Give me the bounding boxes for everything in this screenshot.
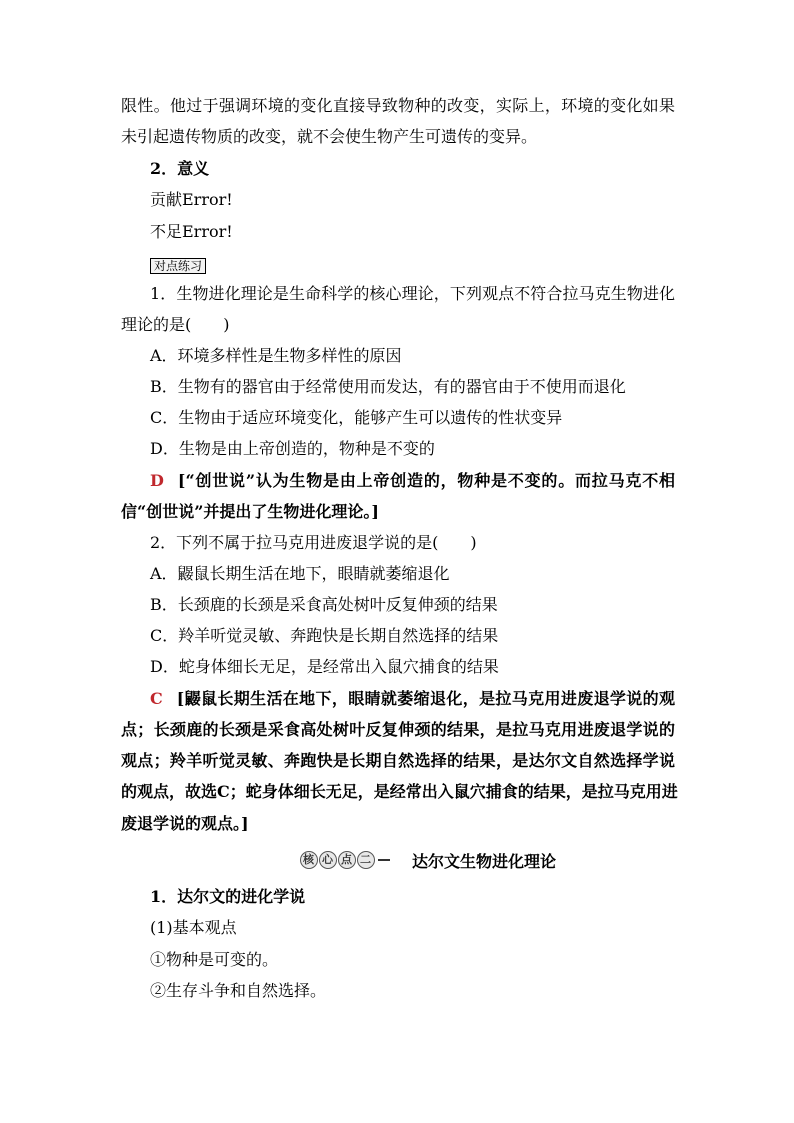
question-1-explanation: [“创世说”认为生物是由上帝创造的，物种是不变的。而拉马克不相 [177, 471, 675, 490]
core-badge-char: 心 [319, 851, 337, 869]
question-1-option-d: D．生物是由上帝创造的，物种是不变的 [150, 439, 435, 458]
question-2-option-c: C．羚羊听觉灵敏、奔跑快是长期自然选择的结果 [150, 626, 499, 645]
question-1-answer: D [150, 471, 164, 490]
question-2-answer: C [150, 689, 163, 708]
question-1-stem: 1．生物进化理论是生命科学的核心理论，下列观点不符合拉马克生物进化 [150, 284, 675, 303]
question-1-explanation-cont: 信“创世说”并提出了生物进化理论。] [121, 502, 379, 521]
core-badge-char: 核 [300, 851, 318, 869]
question-2-answer-line [150, 689, 675, 709]
section-heading-significance: 2．意义 [150, 159, 210, 178]
question-2-explanation: [鼹鼠长期生活在地下，眼睛就萎缩退化，是拉马克用进废退学说的观 [176, 689, 675, 708]
question-1-option-b: B．生物有的器官由于经常使用而发达，有的器官由于不使用而退化 [150, 377, 626, 396]
darwin-heading: 1．达尔文的进化学说 [150, 887, 306, 906]
core-badge-char: 二 [357, 851, 375, 869]
paragraph-line: 未引起遗传物质的改变，就不会使生物产生可遗传的变异。 [121, 127, 538, 146]
question-1-answer-line [150, 471, 675, 491]
question-1-stem-cont: 理论的是( ) [121, 315, 230, 334]
question-1-option-c: C．生物由于适应环境变化，能够产生可以遗传的性状变异 [150, 408, 563, 427]
practice-tag: 对点练习 [150, 258, 206, 274]
core-point-badge [300, 851, 390, 869]
question-2-explanation-cont: 的观点，故选C；蛇身体细长无足，是经常出入鼠穴捕食的结果，是拉马克用进 [121, 782, 678, 801]
question-2-stem: 2．下列不属于拉马克用进废退学说的是( ) [150, 533, 477, 552]
question-2-explanation-cont: 废退学说的观点。] [121, 814, 249, 833]
question-2-explanation-cont: 点；长颈鹿的长颈是采食高处树叶反复伸颈的结果，是拉马克用进废退学说的 [121, 720, 675, 739]
core-badge-char: 点 [338, 851, 356, 869]
paragraph-line: 限性。他过于强调环境的变化直接导致物种的改变，实际上，环境的变化如果 [121, 96, 675, 115]
question-2-option-a: A．鼹鼠长期生活在地下，眼睛就萎缩退化 [150, 564, 450, 583]
darwin-point-2: ②生存斗争和自然选择。 [150, 981, 327, 1000]
question-2-explanation-cont: 观点；羚羊听觉灵敏、奔跑快是长期自然选择的结果，是达尔文自然选择学说 [121, 751, 675, 770]
question-2-option-d: D．蛇身体细长无足，是经常出入鼠穴捕食的结果 [150, 657, 499, 676]
core-point-heading [300, 849, 556, 871]
darwin-point-1: ①物种是可变的。 [150, 950, 279, 969]
contribution-item: 贡献Error! [150, 190, 233, 209]
question-2-option-b: B．长颈鹿的长颈是采食高处树叶反复伸颈的结果 [150, 595, 498, 614]
shortcoming-item: 不足Error! [150, 222, 233, 241]
badge-dash [378, 859, 390, 861]
question-1-option-a: A．环境多样性是生物多样性的原因 [150, 346, 402, 365]
core-point-title: 达尔文生物进化理论 [412, 851, 557, 871]
darwin-sub-heading: (1)基本观点 [150, 918, 237, 937]
